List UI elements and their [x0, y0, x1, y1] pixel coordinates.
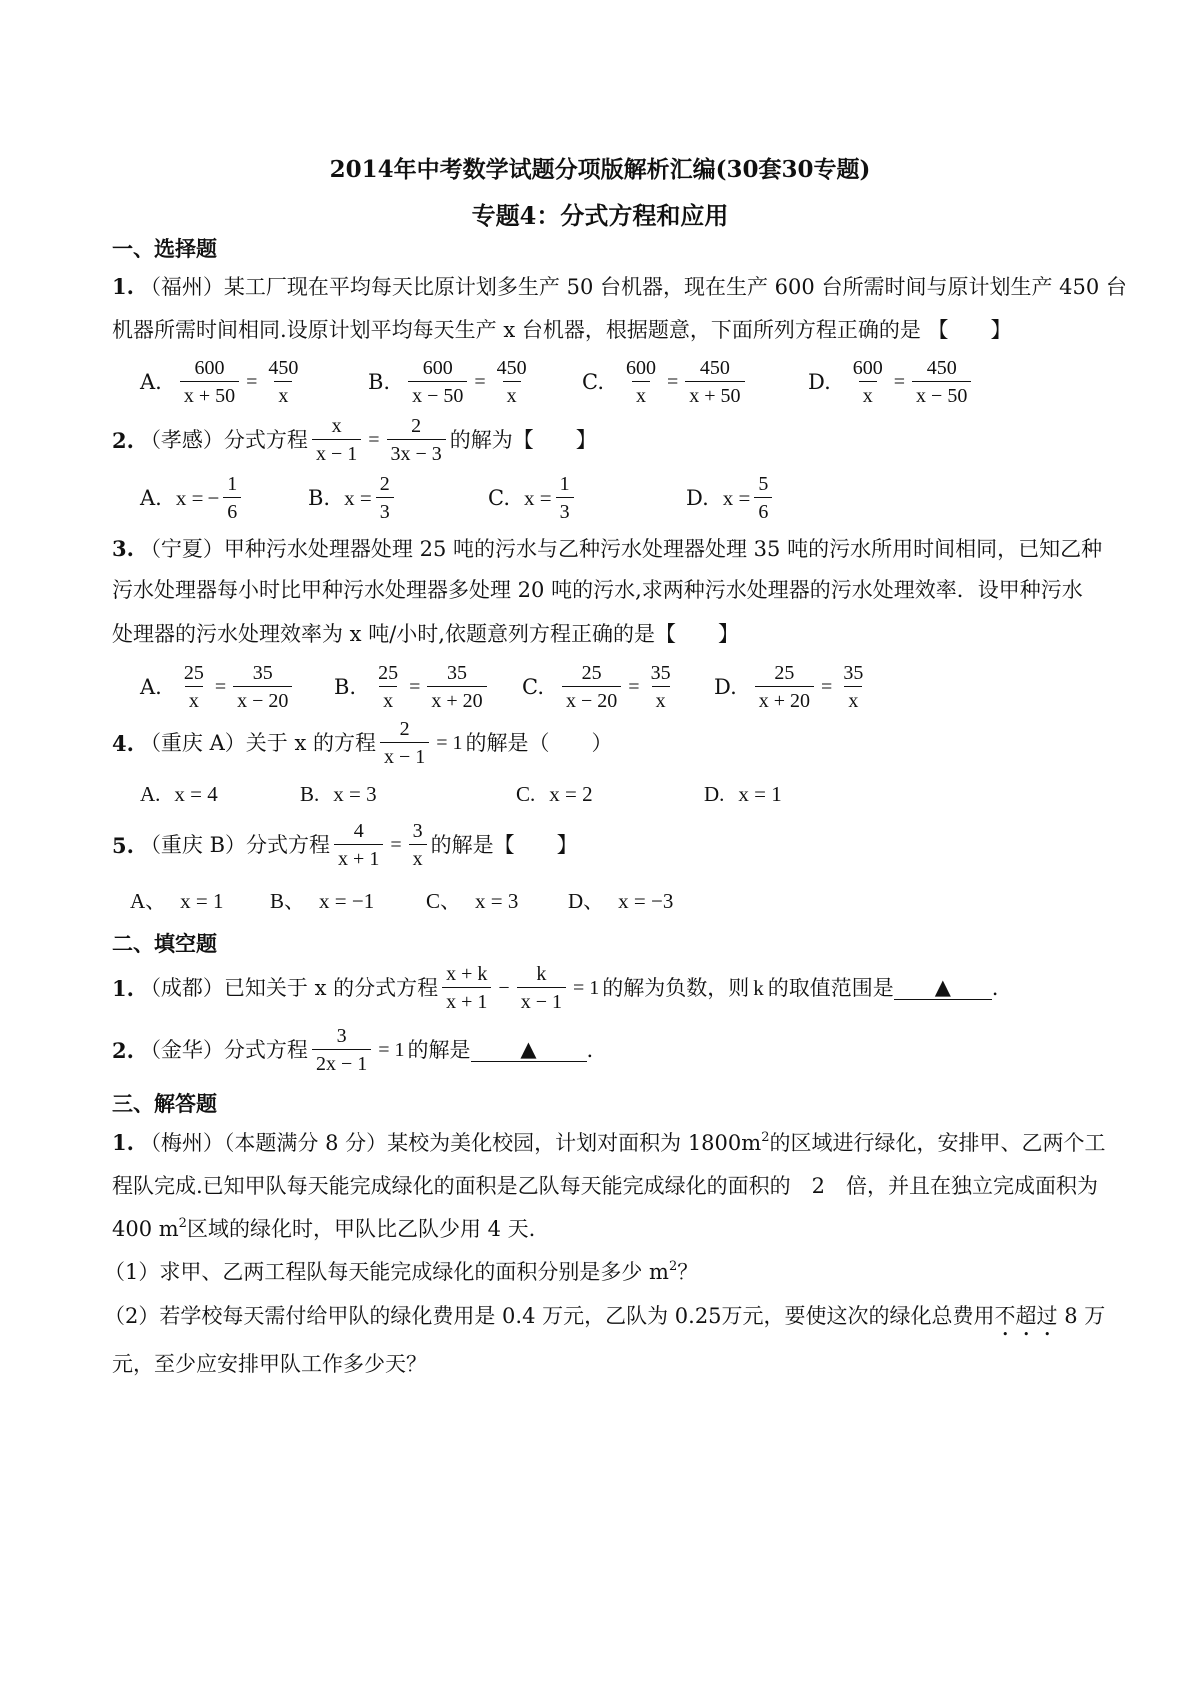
q4-option-c: C. x = 2 — [516, 782, 593, 806]
solve-question-1-line-3: 400 $m^2$区域的绿化时，甲队比乙队少用 4 天. — [112, 1216, 536, 1241]
section-heading-fill: 二、填空题 — [112, 931, 217, 956]
question-3-line-1: 3. （宁夏）甲种污水处理器处理 25 吨的污水与乙种污水处理器处理 35 吨的污水所用时间相同，已知乙种 — [112, 536, 1103, 561]
question-3-line-2: 污水处理器每小时比甲种污水处理器多处理 20 吨的污水,求两种污水处理器的污水处理效率．设甲种污水 — [112, 578, 1083, 602]
question-5-line: 5. （重庆 B）分式方程 $\frac{4}{x + 1}$ = $\frac{3}{x}$ 的解是【 】 — [112, 820, 578, 870]
solve-question-1-part-1: （1）求甲、乙两工程队每天能完成绿化的面积分别是多少 $m^2$？ — [104, 1259, 699, 1284]
question-1-line-2: 机器所需时间相同.设原计划平均每天生产 x 台机器，根据题意，下面所列方程正确的是 【 】 — [112, 318, 1012, 342]
section-heading-solve: 三、解答题 — [112, 1091, 217, 1116]
q2-option-d: D. x = $\frac{5}{6}$ — [686, 474, 776, 522]
q1-option-a: A. $\frac{600}{x + 50}$ = $\frac{450}{x}$ — [140, 357, 299, 407]
solve-question-1-line-1: 1. （梅州）（本题满分 8 分）某校为美化校园，计划对面积为 $1800m^2$的区域进行绿化，安排甲、乙两个工 — [112, 1130, 1106, 1155]
q2-option-b: B. x = $\frac{2}{3}$ — [308, 474, 398, 522]
solve-question-1-part-2-cont: 元，至少应安排甲队工作多少天？ — [112, 1352, 427, 1376]
section-heading-choice: 一、选择题 — [112, 236, 217, 261]
answer-blank: ▲ — [894, 977, 992, 1000]
fill-question-2-line: 2. （金华）分式方程 $\frac{3}{2x - 1}$ = 1 的解是 ▲ . — [112, 1025, 594, 1075]
q3-option-d: D. $\frac{25}{x + 20}$ = $\frac{35}{x}$ — [714, 662, 864, 712]
q3-option-c: C. $\frac{25}{x - 20}$ = $\frac{35}{x}$ — [522, 662, 671, 712]
q4-option-b: B. x = 3 — [300, 782, 377, 806]
q1-option-d: D. $\frac{600}{x}$ = $\frac{450}{x - 50}$ — [808, 358, 975, 406]
solve-question-1-part-2: （2）若学校每天需付给甲队的绿化费用是 0.4 万元，乙队为 0.25万元，要使这次的绿化总费用不超过 8 万 — [104, 1304, 1106, 1328]
q5-option-a: A、 x = 1 — [130, 889, 224, 913]
q3-option-b: B. $\frac{25}{x}$ = $\frac{35}{x + 20}$ — [334, 663, 491, 711]
emphasis-text: 不超过 — [994, 1304, 1058, 1328]
q4-option-d: D. x = 1 — [704, 782, 782, 806]
question-4-line: 4. （重庆 A）关于 x 的方程 $\frac{2}{x - 1}$ = 1 的解是（ ） — [112, 718, 613, 768]
q1-option-c: C. $\frac{600}{x}$ = $\frac{450}{x + 50}$ — [582, 358, 749, 406]
q5-option-d: D、 x = −3 — [568, 889, 674, 913]
solve-question-1-line-2: 程队完成.已知甲队每天能完成绿化的面积是乙队每天能完成绿化的面积的 2 倍，并且在独立完成面积为 — [112, 1174, 1099, 1198]
q4-option-a: A. x = 4 — [140, 782, 218, 806]
document-title: 2014年中考数学试题分项版解析汇编(30套30专题) — [329, 156, 871, 183]
q2-option-a: A. x = − $\frac{1}{6}$ — [140, 474, 245, 522]
q5-option-b: B、 x = −1 — [270, 889, 375, 913]
document-subtitle: 专题4：分式方程和应用 — [471, 201, 729, 230]
fill-question-1-line: 1. （成都）已知关于 x 的分式方程 $\frac{x + k}{x + 1}$ − $\frac{k}{x - 1}$ = 1 的解为负数，则 k 的取值范围是 ▲ . — [112, 963, 999, 1013]
question-1-line-1: 1. （福州）某工厂现在平均每天比原计划多生产 50 台机器，现在生产 600 台所需时间与原计划生产 450 台 — [112, 274, 1127, 299]
question-3-line-3: 处理器的污水处理效率为 x 吨/小时,依题意列方程正确的是【 】 — [112, 622, 739, 646]
q2-option-c: C. x = $\frac{1}{3}$ — [488, 474, 578, 522]
answer-blank: ▲ — [471, 1039, 587, 1062]
q1-option-b: B. $\frac{600}{x - 50}$ = $\frac{450}{x}$ — [368, 357, 527, 407]
question-2-line: 2. （孝感）分式方程 $\frac{x}{x - 1}$ = $\frac{2}{3x - 3}$ 的解为【 】 — [112, 415, 597, 465]
question-number: 1. — [112, 274, 134, 299]
q3-option-a: A. $\frac{25}{x}$ = $\frac{35}{x - 20}$ — [140, 663, 296, 711]
q5-option-c: C、 x = 3 — [426, 889, 519, 913]
